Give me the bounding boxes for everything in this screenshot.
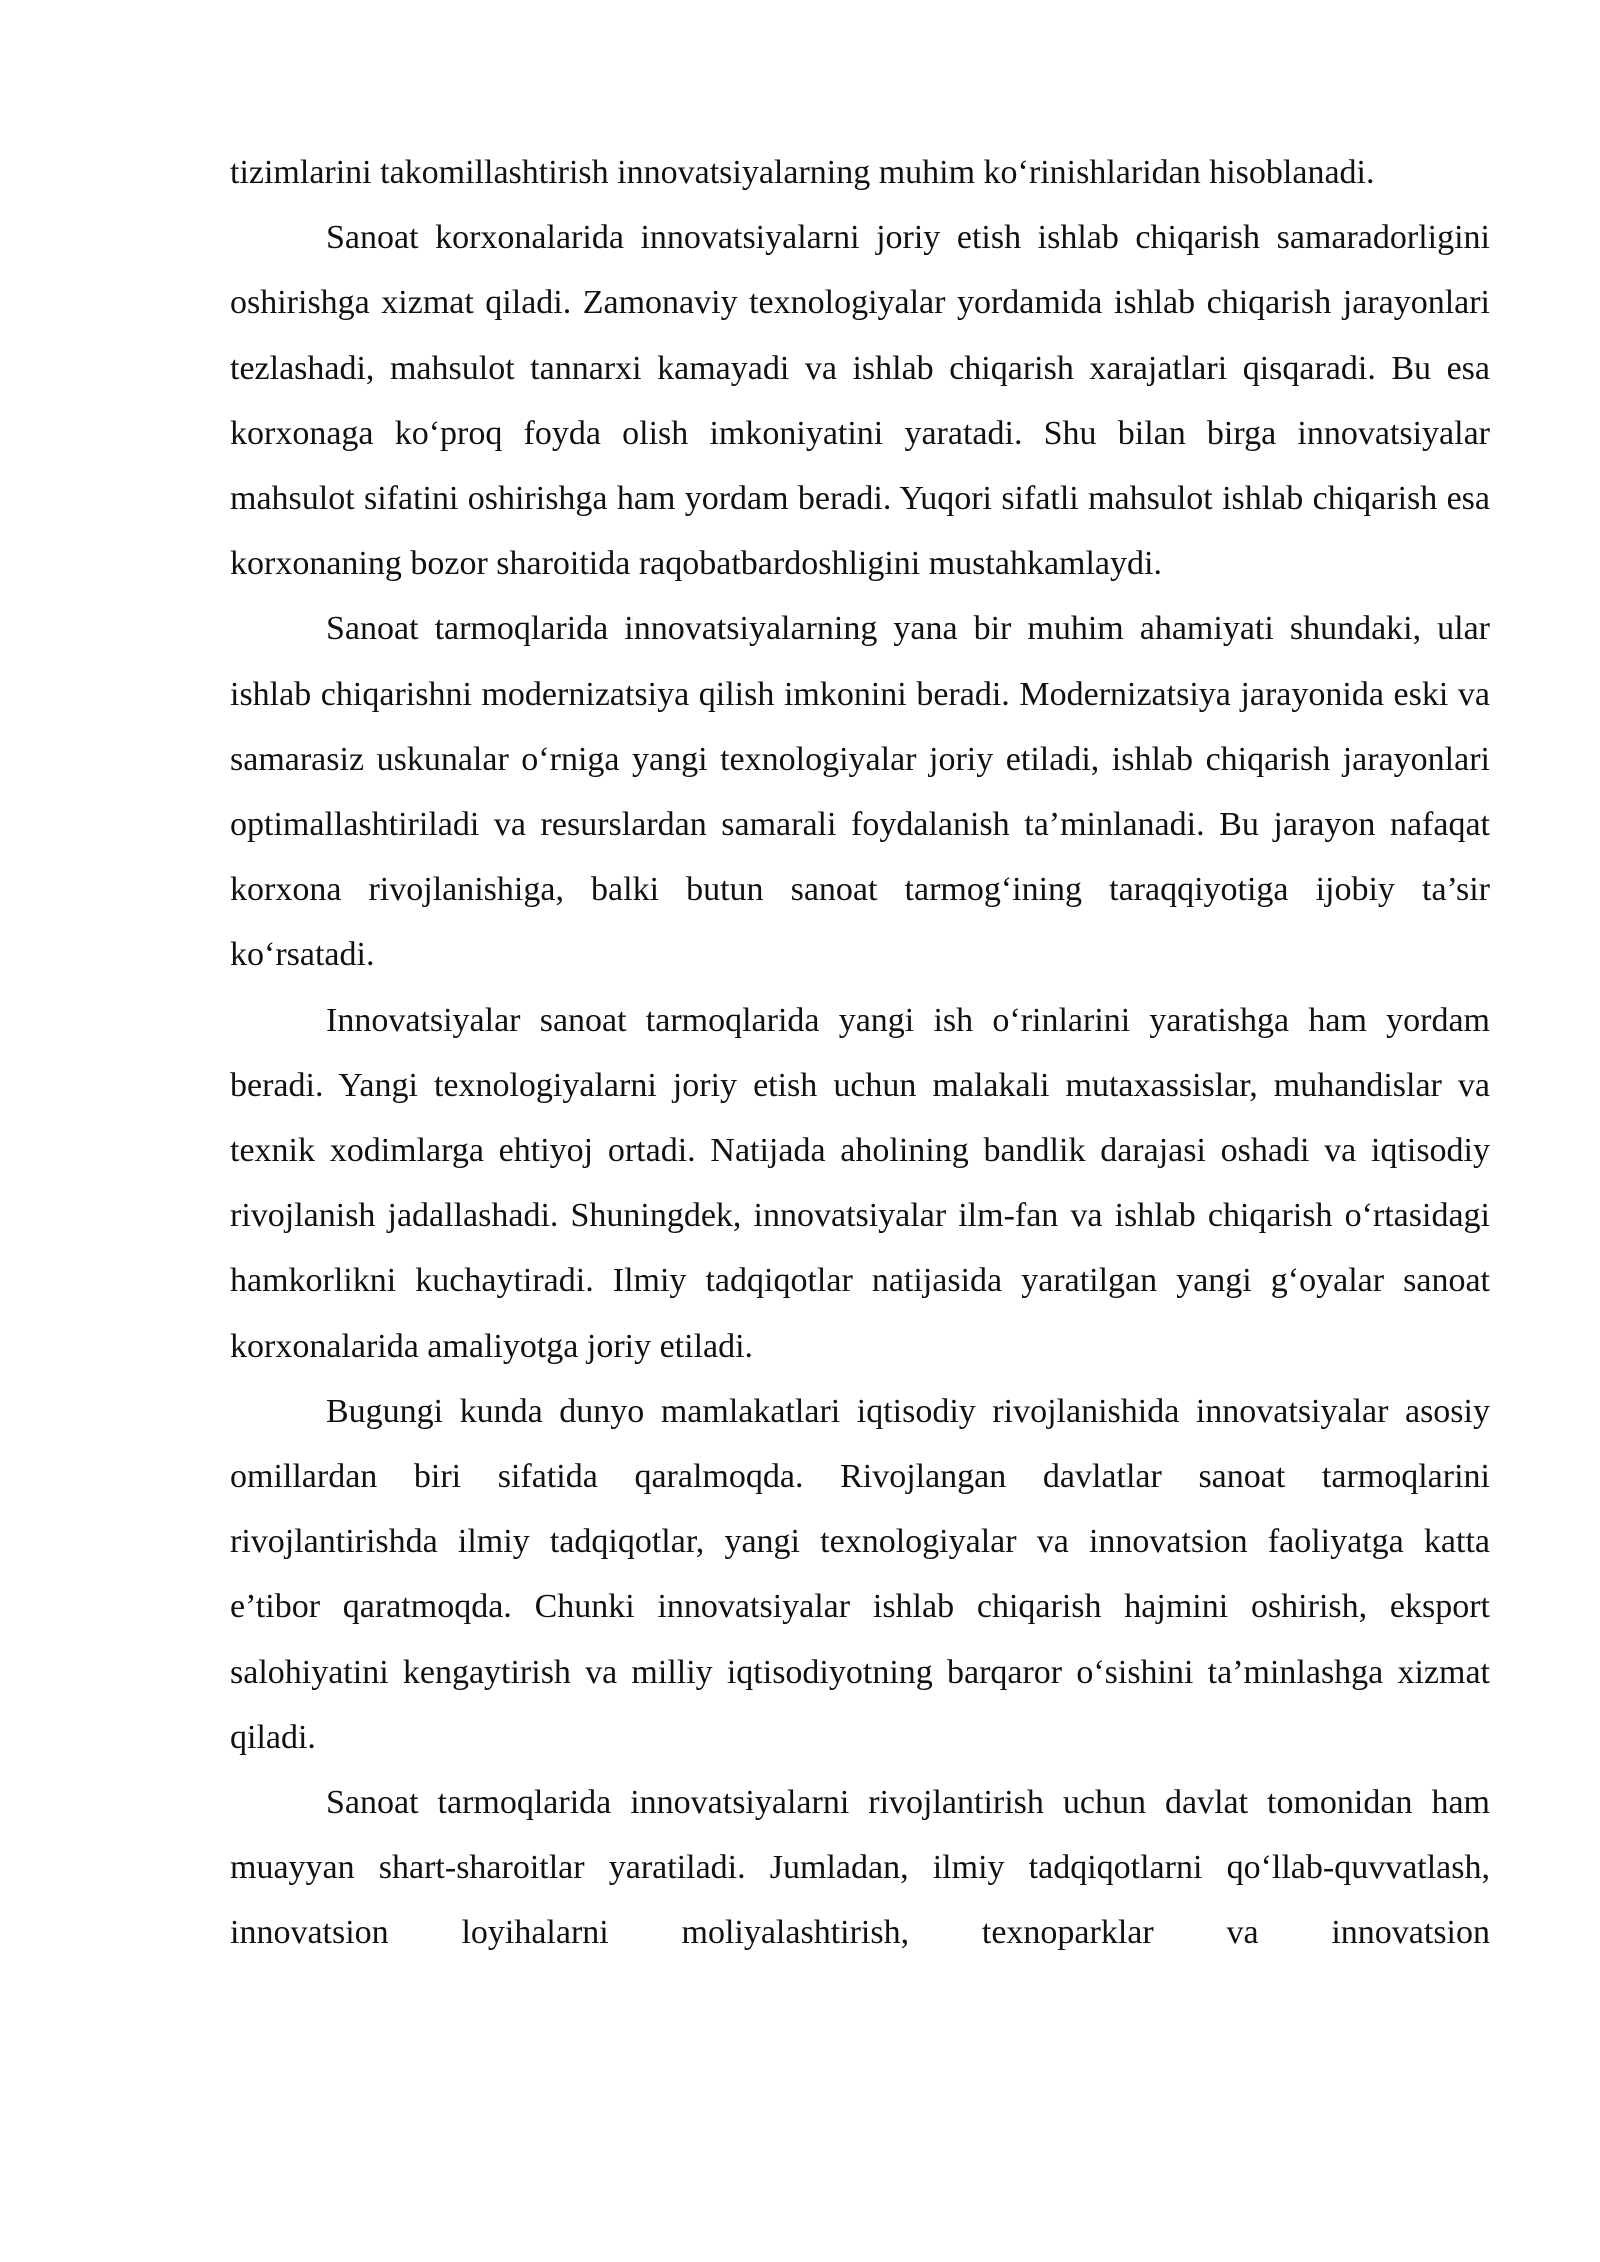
paragraph-4: Innovatsiyalar sanoat tarmoqlarida yangi ish o‘rinlarini yaratishga ham yordam beradi. Yangi texnologiyalarni joriy etish uchun malakali mutaxassislar, muhandislar va texnik xodimlarga ehtiyoj ortadi. Natijada aholining bandlik darajasi oshadi va iqtisodiy rivojlanish jadallashadi. Shuningdek, innovatsiyalar ilm-fan va ishlab chiqarish o‘rtasidagi hamkorlikni kuchaytiradi. Ilmiy tadqiqotlar natijasida yaratilgan yangi g‘oyalar sanoat korxonalarida amaliyotga joriy etiladi. [230, 1001, 1490, 1365]
paragraph-3: Sanoat tarmoqlarida innovatsiyalarning yana bir muhim ahamiyati shundaki, ular ishlab chiqarishni modernizatsiya qilish imkonini beradi. Modernizatsiya jarayonida eski va samarasiz uskunalar o‘rniga yangi texnologiyalar joriy etiladi, ishlab chiqarish jarayonlari optimallashtiriladi va resurslardan samarali foydalanish ta’minlanadi. Bu jarayon nafaqat korxona rivojlanishiga, balki butun sanoat tarmog‘ining taraqqiyotiga ijobiy ta’sir ko‘rsatadi. [230, 610, 1490, 974]
paragraph-6: Sanoat tarmoqlarida innovatsiyalarni rivojlantirish uchun davlat tomonidan ham muayyan shart-sharoitlar yaratiladi. Jumladan, ilmiy tadqiqotlarni qo‘llab-quvvatlash, innovatsion loyihalarni moliyalashtirish, texnoparklar va innovatsion [230, 1784, 1490, 1952]
document-page [230, 140, 1490, 1966]
paragraph-5: Bugungi kunda dunyo mamlakatlari iqtisodiy rivojlanishida innovatsiyalar asosiy omillardan biri sifatida qaralmoqda. Rivojlangan davlatlar sanoat tarmoqlarini rivojlantirishda ilmiy tadqiqotlar, yangi texnologiyalar va innovatsion faoliyatga katta e’tibor qaratmoqda. Chunki innovatsiyalar ishlab chiqarish hajmini oshirish, eksport salohiyatini kengaytirish va milliy iqtisodiyotning barqaror o‘sishini ta’minlashga xizmat qiladi. [230, 1392, 1490, 1756]
paragraph-1: tizimlarini takomillashtirish innovatsiyalarning muhim ko‘rinishlaridan hisoblanadi. [230, 154, 1375, 191]
paragraph-2: Sanoat korxonalarida innovatsiyalarni joriy etish ishlab chiqarish samaradorligini oshirishga xizmat qiladi. Zamonaviy texnologiyalar yordamida ishlab chiqarish jarayonlari tezlashadi, mahsulot tannarxi kamayadi va ishlab chiqarish xarajatlari qisqaradi. Bu esa korxonaga ko‘proq foyda olish imkoniyatini yaratadi. Shu bilan birga innovatsiyalar mahsulot sifatini oshirishga ham yordam beradi. Yuqori sifatli mahsulot ishlab chiqarish esa korxonaning bozor sharoitida raqobatbardoshligini mustahkamlaydi. [230, 219, 1490, 583]
